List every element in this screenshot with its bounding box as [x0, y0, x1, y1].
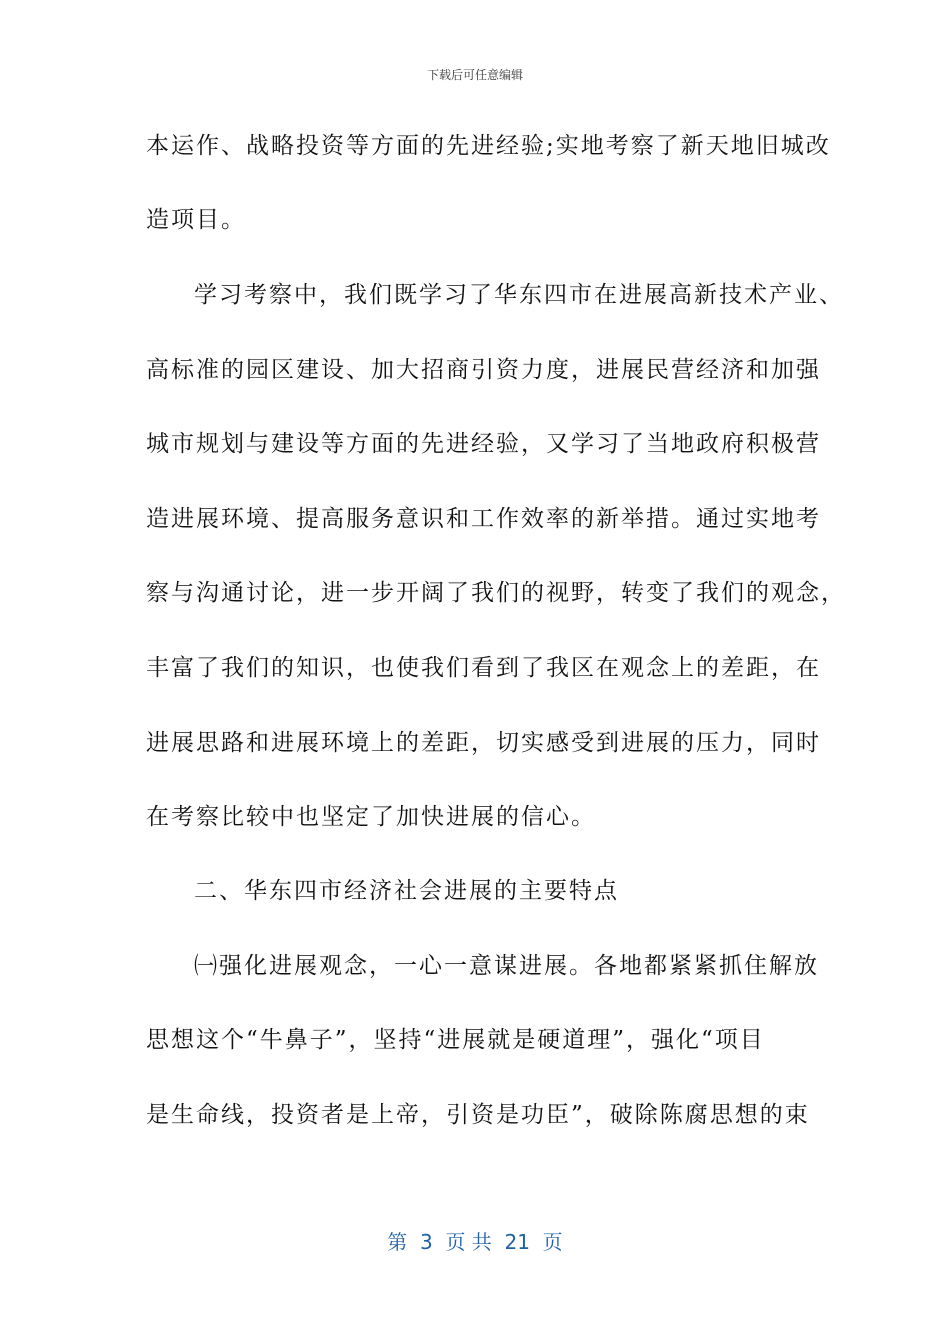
body-line-12: ㈠强化进展观念，一心一意谋进展。各地都紧紧抓住解放	[194, 953, 819, 979]
body-line-8: 丰富了我们的知识，也使我们看到了我区在观念上的差距，在	[146, 655, 821, 681]
body-line-5: 城市规划与建设等方面的先进经验，又学习了当地政府积极营	[146, 431, 821, 457]
body-line-4: 高标准的园区建设、加大招商引资力度，进展民营经济和加强	[146, 357, 821, 383]
header-note: 下载后可任意编辑	[426, 68, 523, 82]
body-line-10: 在考察比较中也坚定了加快进展的信心。	[146, 804, 596, 830]
body-line-1: 本运作、战略投资等方面的先进经验;实地考察了新天地旧城改	[146, 133, 831, 159]
body-line-3: 学习考察中，我们既学习了华东四市在进展高新技术产业、	[194, 282, 844, 308]
body-line-2: 造项目。	[146, 207, 246, 233]
section-heading: 二、华东四市经济社会进展的主要特点	[194, 878, 619, 904]
body-line-6: 造进展环境、提高服务意识和工作效率的新举措。通过实地考	[146, 506, 821, 532]
page-number-footer: 第 3 页 共 21 页	[387, 1230, 563, 1254]
body-line-14: 是生命线，投资者是上帝，引资是功臣”，破除陈腐思想的束	[146, 1102, 810, 1128]
body-line-7: 察与沟通讨论，进一步开阔了我们的视野，转变了我们的观念，	[146, 580, 846, 606]
body-line-9: 进展思路和进展环境上的差距，切实感受到进展的压力，同时	[146, 730, 821, 756]
body-line-13: 思想这个“牛鼻子”，坚持“进展就是硬道理”，强化“项目	[146, 1027, 765, 1053]
